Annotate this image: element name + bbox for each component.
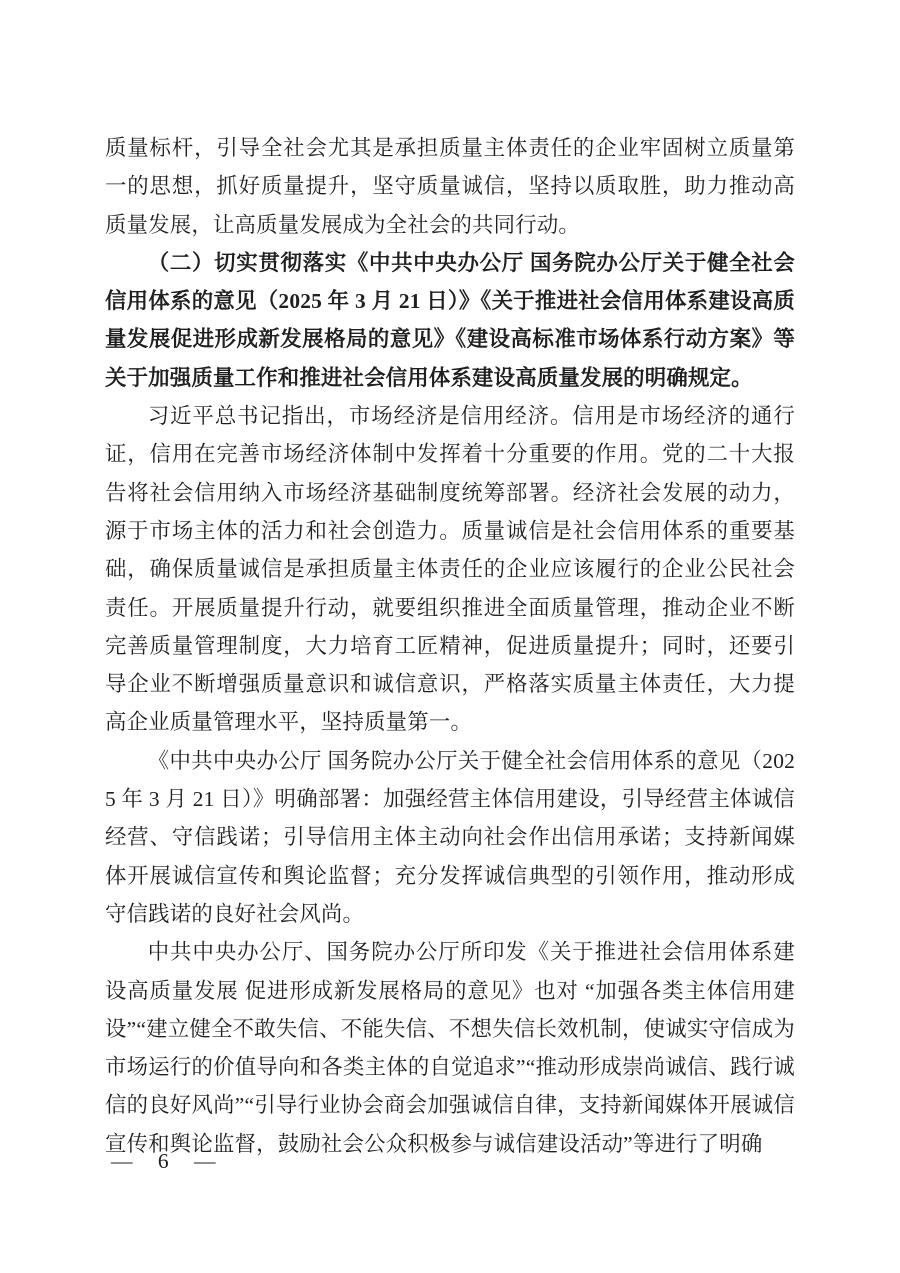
paragraph-credit-system-document: 中共中央办公厅、国务院办公厅所印发《关于推进社会信用体系建设高质量发展 促进形成新发展格局的意见》也对 “加强各类主体信用建设”“建立健全不敢失信、不能失信、不想失信长效机制，使诚实守信成为市场运行的价值导向和各类主体的自觉追求”“推动形成崇尚诚信、践行诚信的良好风尚”“引导行业协会商会加强诚信自律，支持新闻媒体开展诚信宣传和舆论监督，鼓励社会公众积极参与诚信建设活动”等进行了明确 — [105, 940, 795, 1156]
paragraph-opinion-deployment: 《中共中央办公厅 国务院办公厅关于健全社会信用体系的意见（2025 年 3 月 21 日）》明确部署：加强经营主体信用建设，引导经营主体诚信经营、守信践诺；引导信用主体主动向社会作出信用承诺；支持新闻媒体开展诚信宣传和舆论监督；充分发挥诚信典型的引领作用，推动形成守信践诺的良好社会风尚。 — [105, 748, 795, 926]
paragraph-quality-benchmark: 质量标杆，引导全社会尤其是承担质量主体责任的企业牢固树立质量第一的思想，抓好质量提升，坚守质量诚信，坚持以质取胜，助力推动高质量发展，让高质量发展成为全社会的共同行动。 — [105, 136, 795, 237]
document-text-block — [105, 129, 795, 1163]
paragraph-credit-economy: 习近平总书记指出，市场经济是信用经济。信用是市场经济的通行证，信用在完善市场经济体制中发挥着十分重要的作用。党的二十大报告将社会信用纳入市场经济基础制度统筹部署。经济社会发展的动力，源于市场主体的活力和社会创造力。质量诚信是社会信用体系的重要基础，确保质量诚信是承担质量主体责任的企业应该履行的企业公民社会责任。开展质量提升行动，就要组织推进全面质量管理，推动企业不断完善质量管理制度，大力培育工匠精神，促进质量提升；同时，还要引导企业不断增强质量意识和诚信意识，严格落实质量主体责任，大力提高企业质量管理水平，坚持质量第一。 — [105, 404, 795, 735]
page-number: — 6 — — [111, 1149, 222, 1173]
section-heading-two: （二）切实贯彻落实《中共中央办公厅 国务院办公厅关于健全社会信用体系的意见（2025 年 3 月 21 日）》《关于推进社会信用体系建设高质量发展促进形成新发展格局的意见》《建设高标准市场体系行动方案》等关于加强质量工作和推进社会信用体系建设高质量发展的明确规定。 — [105, 250, 795, 390]
